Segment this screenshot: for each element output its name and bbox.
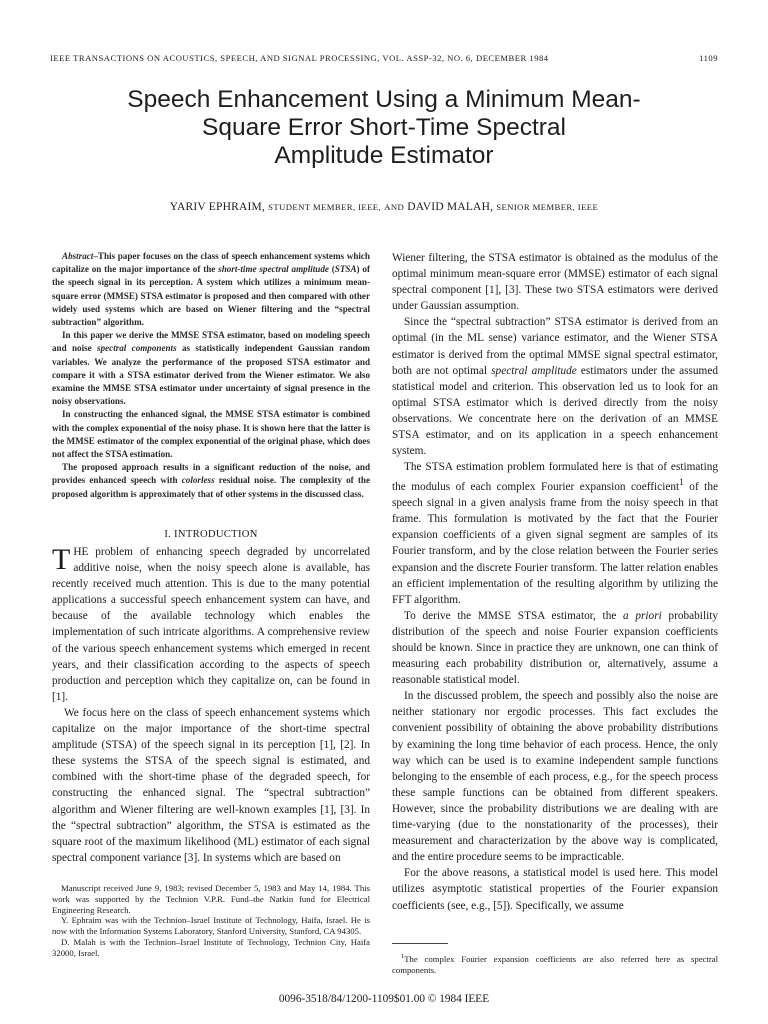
abstract-paragraph-3: In constructing the enhanced signal, the MMSE STSA estimator is combined with the complex exponential of the noisy phase. It is shown here that the latter is the MMSE estimator of the complex exponential of the original phase, which does not affect the STSA estimation.	[52, 409, 370, 460]
abstract-emphasis: STSA	[334, 264, 357, 275]
author-2-role: SENIOR MEMBER, IEEE	[496, 202, 599, 212]
author-1-role: STUDENT MEMBER, IEEE,	[268, 202, 382, 212]
body-text: probability distribution of the speech and noise Fourier expansion coefficients should be known. Since in practice they are unknown, one can think of measuring each probability distribution or, alternatively, assume a reasonable statistical model.	[392, 609, 719, 687]
abstract-label: Abstract	[62, 251, 94, 261]
footnote-ephraim: Y. Ephraim was with the Technion–Israel Institute of Technology, Haifa, Israel. He is now with the Information Systems Laboratory, Stanford University, Stanford, CA 94305.	[52, 915, 370, 937]
author-1-name: YARIV EPHRAIM,	[169, 201, 266, 213]
abstract-text: (	[328, 264, 335, 275]
title-line-3: Amplitude Estimator	[274, 142, 494, 169]
body-text: Since the “spectral subtraction” STSA estimator is derived from an optimal (in the ML sense) variance estimator, and the Wiener STSA estimator is derived from the optimal MMSE signal spectral estimator, both are not optimal	[392, 316, 718, 377]
right-paragraph-4	[392, 608, 718, 688]
body-emphasis: a priori	[623, 609, 662, 622]
footnotes-left	[52, 883, 370, 959]
section-heading-introduction: I. INTRODUCTION	[164, 529, 258, 540]
right-paragraph-5: In the discussed problem, the speech and possibly also the noise are neither stationary nor ergodic processes. This fact excludes the convenient possibility of obtaining the above probability distributions by examining the long time behavior of each process. Hence, the only way which can be used is to examine independent sample functions belonging to the ensemble of each process, e.g., for the speech process these sample functions can be obtained from different speakers. However, since the probability distributions we are dealing with are time-varying (due to the nonstationarity of the processes), their measurement and characterization by the above way is complicated, and the entire procedure seems to be impracticable.	[392, 690, 718, 864]
page-number: 1109	[699, 53, 718, 63]
author-2-name: DAVID MALAH,	[407, 201, 494, 213]
abstract-paragraph-4	[52, 461, 370, 501]
intro-text: HE problem of enhancing speech degraded by uncorrelated additive noise, when the noisy speech alone is available, has recently received much attention. This is due to the many potential applications a successful speech enhancement system can have, and because of the available technology which enables the implementation of such intricate algorithms. A comprehensive review of the various speech enhancement systems which emerged in recent years, and their classification according to the aspects of speech production and perception which they capitalize on, can be found in [1].	[52, 546, 370, 703]
title-line-1: Speech Enhancement Using a Minimum Mean-	[127, 86, 641, 113]
abstract-emphasis: short-time spectral amplitude	[218, 264, 329, 275]
drop-cap: T	[52, 543, 71, 576]
body-text: The STSA estimation problem formulated here is that of estimating the modulus of each complex Fourier expansion coefficient	[392, 461, 718, 494]
right-column-text	[392, 250, 718, 914]
abstract-text: The proposed approach results in a significant reduction of the noise, and provides enhanced speech with	[52, 462, 370, 486]
running-header	[50, 53, 718, 63]
right-paragraph-1: Wiener filtering, the STSA estimator is obtained as the modulus of the optimal minimum mean-square error (MMSE) estimator of each signal spectral component [1], [3]. These two STSA estimators were derived under Gaussian assumption.	[392, 252, 718, 313]
introduction-text	[52, 544, 370, 866]
footnote-malah: D. Malah is with the Technion–Israel Institute of Technology, Technion City, Haifa 32000, Israel.	[52, 936, 370, 958]
abstract-text: ) of the speech signal in its perception. A system which utilizes a minimum mean-square error (MMSE) STSA estimator is proposed and then compared with other widely used systems which are based on Wiener filtering and the “spectral subtraction” algorithm.	[52, 264, 370, 328]
abstract-emphasis: colorless	[181, 475, 215, 486]
footnote-number: 1	[401, 953, 405, 960]
abstract	[52, 250, 370, 501]
abstract-paragraph-1	[52, 250, 370, 329]
right-paragraph-6: For the above reasons, a statistical model is used here. This model utilizes asymptotic statistical properties of the Fourier expansion coefficients (see, e.g., [5]). Specifically, we assume	[392, 867, 718, 912]
right-paragraph-2	[392, 314, 718, 459]
abstract-text: as statistically independent Gaussian random variables. We analyze the performance of the proposed STSA estimator and compare it with a STSA estimator derived from the Wiener estimator. We also examine the MMSE STSA estimator under uncertainty of signal presence in the noisy observations.	[52, 343, 370, 407]
footnote-text: The complex Fourier expansion coefficients are also referred here as spectral components.	[392, 953, 718, 976]
title-line-2: Square Error Short-Time Spectral	[202, 114, 566, 141]
intro-paragraph-2: We focus here on the class of speech enhancement systems which capitalize on the major importance of the short-time spectral amplitude (STSA) of the speech signal in its perception [1], [2]. In these systems the STSA of the speech signal is estimated, and combined with the short-time phase of the degraded speech, for constructing the enhanced signal. The “spectral subtraction” algorithm and Wiener filtering are well-known examples [1], [3]. In the “spectral subtraction” algorithm, the STSA is estimated as the square root of the maximum likelihood (ML) estimator of each signal spectral component variance [3]. In systems which are based on	[52, 706, 370, 864]
abstract-emphasis: spectral components	[97, 343, 177, 354]
body-text: estimators under the assumed statistical model and criterion. This observation led us to look for an optimal STSA estimator which is derived directly from the noisy observations. We concentrate here on the derivation of an MMSE STSA estimator, and on its application in a speech enhancement system.	[392, 364, 719, 458]
author-and: AND	[384, 202, 405, 212]
footnote-spectral-components	[392, 951, 718, 976]
footnote-rule	[392, 943, 448, 944]
footnote-marker: 1	[679, 478, 684, 489]
paper-title	[60, 86, 708, 170]
body-text: To derive the MMSE STSA estimator, the	[404, 609, 624, 622]
abstract-text: –This paper focuses on the class of speech enhancement systems which capitalize on the major importance of the	[52, 251, 370, 275]
body-emphasis: spectral amplitude	[491, 364, 577, 377]
right-paragraph-3	[392, 459, 718, 608]
journal-line: IEEE TRANSACTIONS ON ACOUSTICS, SPEECH, AND SIGNAL PROCESSING, VOL. ASSP-32, NO. 6, DECEMBER 1984	[50, 53, 549, 63]
author-line	[40, 201, 728, 213]
copyright-line: 0096-3518/84/1200-1109$01.00 © 1984 IEEE	[278, 993, 490, 1005]
abstract-text: In this paper we derive the MMSE STSA estimator, based on modeling speech and noise	[52, 330, 370, 354]
abstract-paragraph-2	[52, 329, 370, 408]
footnote-received: Manuscript received June 9, 1983; revised December 5, 1983 and May 14, 1984. This work was supported by the Technion V.P.R. Fund–the Natkin fund for Electrical Engineering Research.	[52, 883, 370, 915]
intro-paragraph-1	[52, 544, 370, 705]
abstract-text: residual noise. The complexity of the proposed algorithm is approximately that of other systems in the discussed class.	[52, 475, 370, 499]
body-text: of the speech signal in a given analysis frame from the noisy speech in that frame. This formulation is motivated by the fact that the Fourier expansion coefficients of a given signal segment are samples of its Fourier transform, and by the close relation between the Fourier series expansion and the discrete Fourier transform. The latter relation enables an efficient implementation of the resulting algorithm by utilizing the FFT algorithm.	[392, 481, 718, 606]
